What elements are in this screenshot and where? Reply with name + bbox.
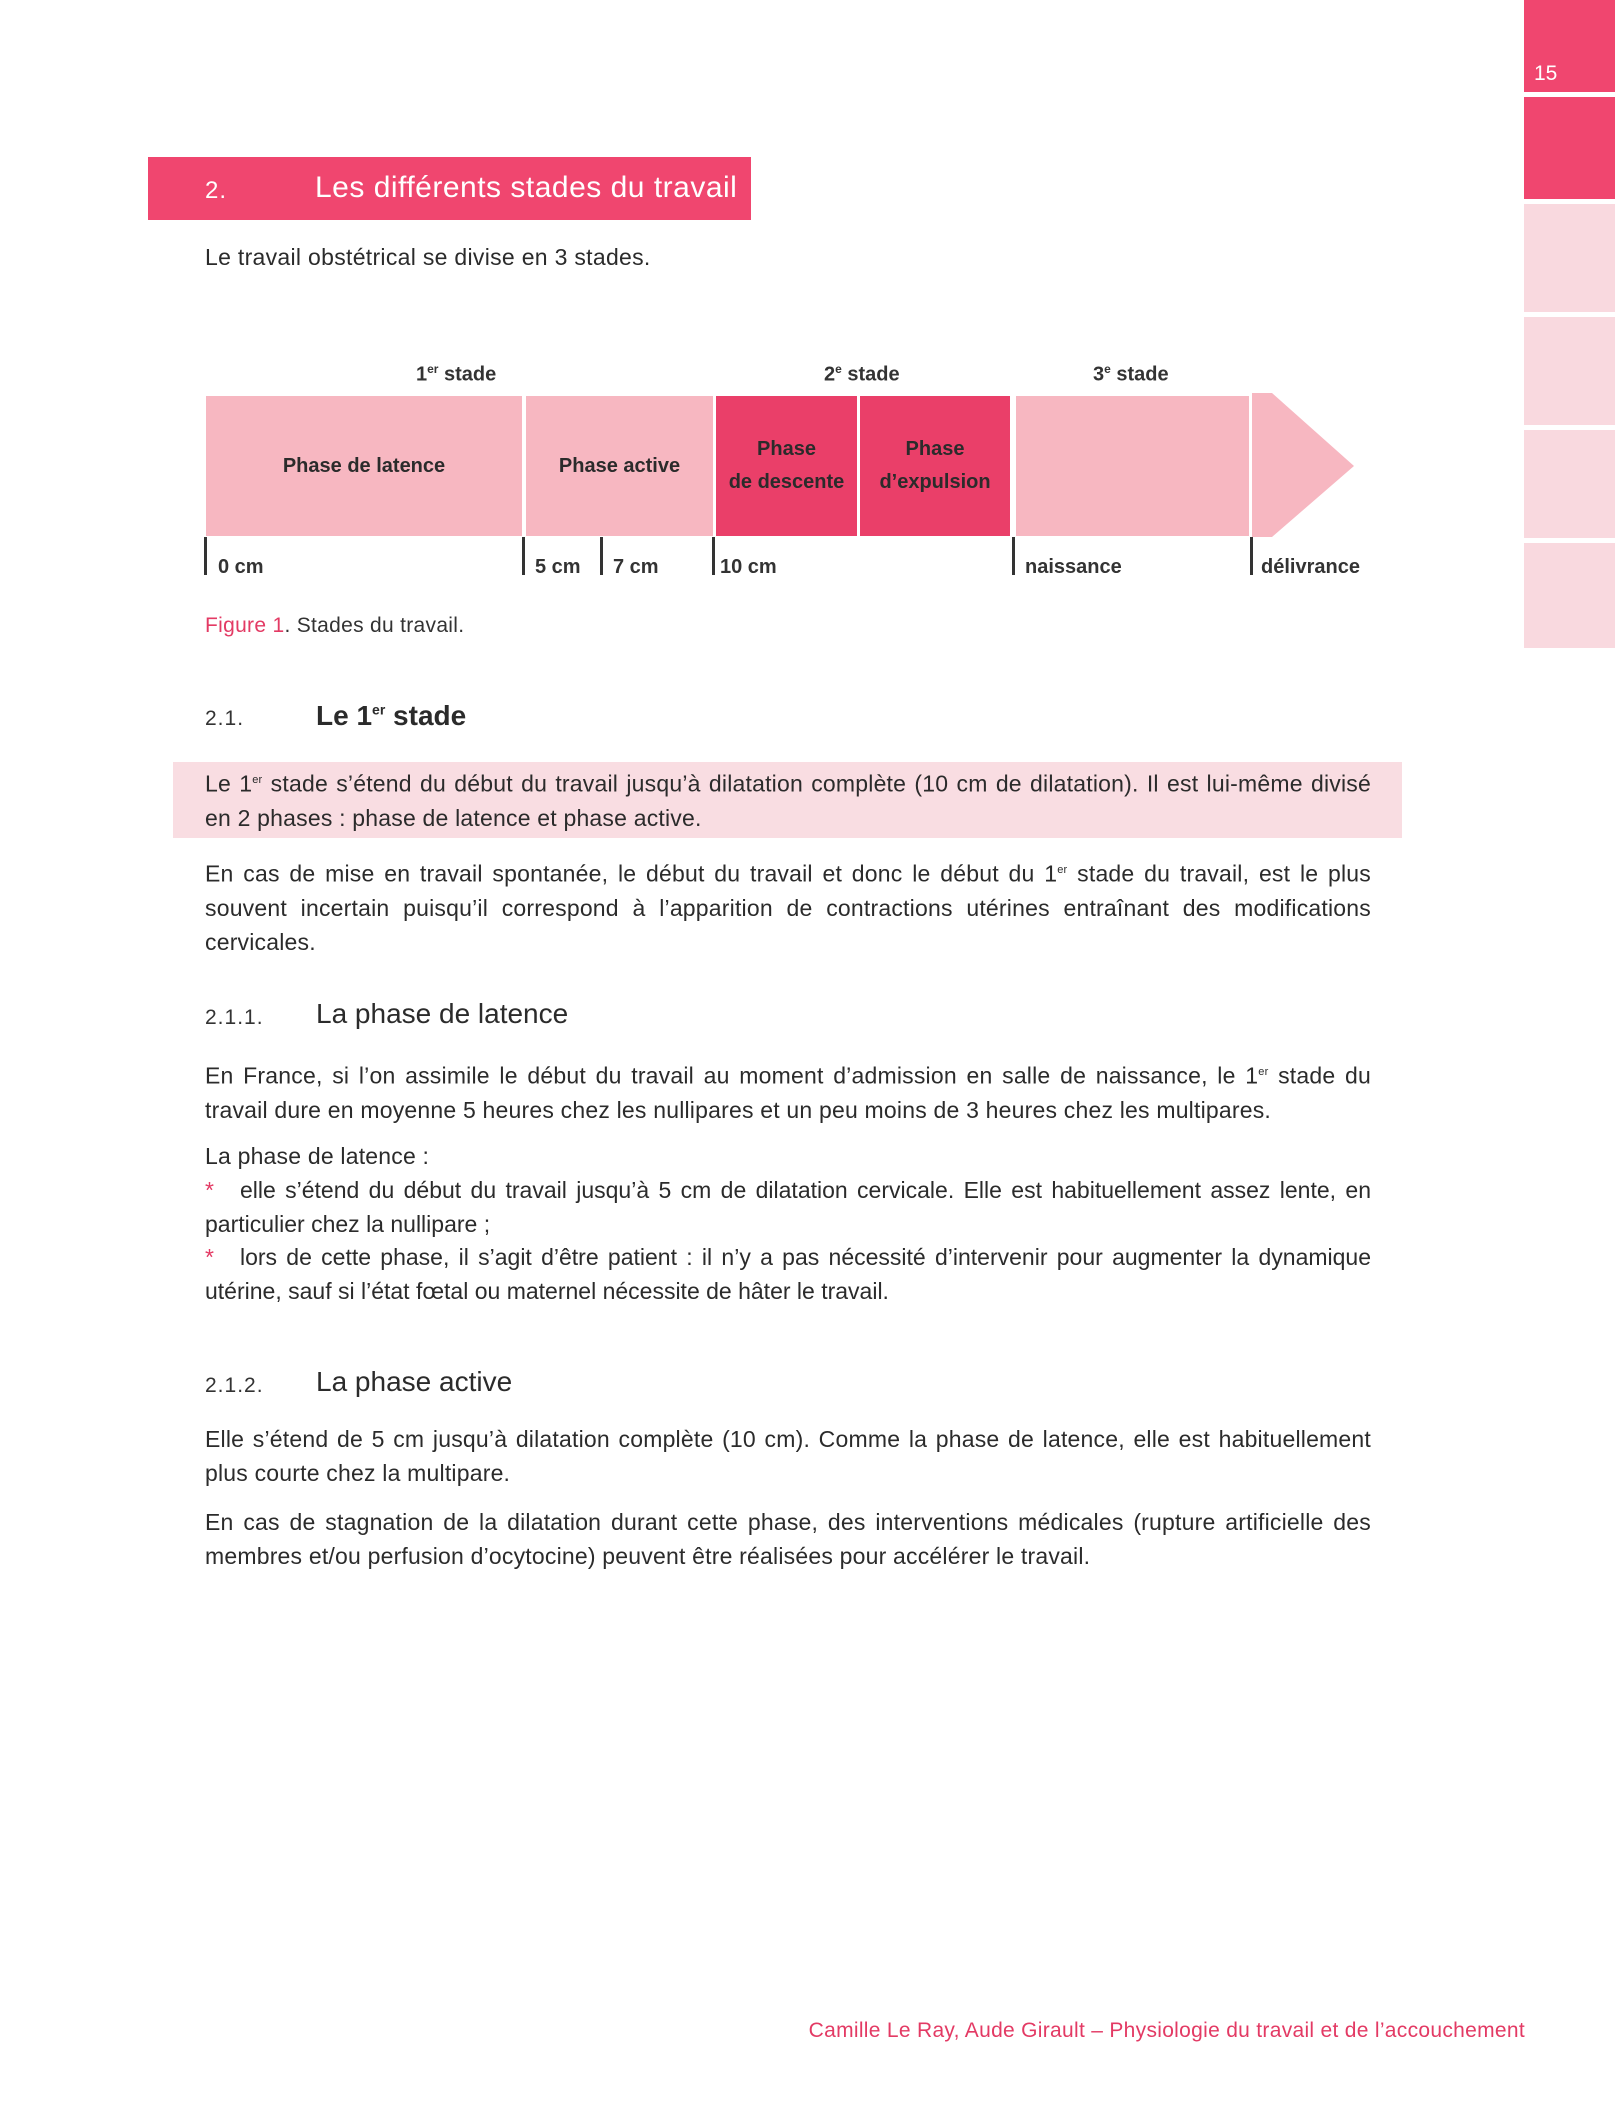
heading-number: 2.1.: [205, 707, 245, 730]
paragraph-1er-stade: En cas de mise en travail spontanée, le début du travail et donc le début du 1er stade du travail, est le plus souvent incertain puisqu’il correspond à l’apparition de contractions utérines entraînant des modifications cervicales.: [205, 860, 1371, 955]
figure-number: Figure 1: [205, 614, 285, 637]
block-label-line2: de descente: [728, 471, 845, 493]
list-item: [205, 1240, 1371, 1308]
tick-5cm: [522, 537, 525, 575]
intro-text: Le travail obstétrical se divise en 3 stades.: [205, 244, 651, 270]
block-phase-descente: [716, 396, 857, 536]
block-label-line2: d’expulsion: [879, 471, 991, 493]
tick-naissance: [1012, 537, 1015, 575]
block-label: Phase active: [558, 454, 681, 477]
block-phase-expulsion: [860, 396, 1010, 536]
stage-label-2: 2e stade: [824, 362, 900, 386]
tick-10cm: [712, 537, 715, 575]
list-item: [205, 1173, 1371, 1241]
chapter-tab: [1524, 97, 1615, 199]
tick-label: 10 cm: [720, 556, 777, 578]
tick-label: 5 cm: [535, 556, 581, 578]
page-footer: Camille Le Ray, Aude Girault – Physiologie du travail et de l’accouchement: [808, 2019, 1525, 2042]
stage-label-1: 1er stade: [416, 362, 497, 386]
heading-number: 2.1.2.: [205, 1374, 264, 1397]
tick-label: 0 cm: [218, 556, 264, 578]
paragraph-active-1: Elle s’étend de 5 cm jusqu’à dilatation complète (10 cm). Comme la phase de latence, elle est habituellement plus courte chez la multipare.: [205, 1426, 1371, 1486]
highlight-text: Le 1er stade s’étend du début du travail jusqu’à dilatation complète (10 cm de dilatation). Il est lui-même divisé en 2 phases : phase de latence et phase active.: [205, 770, 1371, 831]
tick-delivrance: [1250, 537, 1253, 575]
chapter-tab: [1524, 317, 1615, 425]
section-number: 2.: [205, 177, 228, 204]
stage-label-3: 3e stade: [1093, 362, 1169, 386]
heading-number: 2.1.1.: [205, 1006, 264, 1029]
block-third-stage: [1016, 396, 1249, 536]
list-item-text: lors de cette phase, il s’agit d’être patient : il n’y a pas nécessité d’intervenir pour augmenter la dynamique utérine, sauf si l’état fœtal ou maternel nécessite de hâter le travail.: [205, 1244, 1371, 1304]
chapter-tab: [1524, 204, 1615, 312]
third-stage-arrow: [1252, 393, 1356, 539]
chapter-tab: [1524, 430, 1615, 538]
block-phase-latence: [206, 396, 522, 536]
chapter-tab-current: [1524, 0, 1615, 92]
block-phase-active: [526, 396, 713, 536]
tick-0cm: [204, 537, 207, 575]
heading-title: Le 1er stade: [316, 700, 467, 731]
tick-label: délivrance: [1261, 556, 1360, 578]
tick-7cm: [600, 537, 603, 575]
list-intro: La phase de latence :: [205, 1143, 430, 1169]
asterisk-bullet-icon: *: [205, 1244, 214, 1270]
figure-caption-text: . Stades du travail.: [284, 614, 465, 637]
chapter-tab: [1524, 543, 1615, 648]
block-label-line1: Phase: [757, 438, 816, 460]
section-heading: [148, 157, 751, 220]
page-number: 15: [1534, 62, 1558, 85]
tick-label: naissance: [1025, 556, 1122, 578]
block-label-line1: Phase: [905, 438, 965, 460]
tick-label: 7 cm: [613, 556, 659, 578]
asterisk-bullet-icon: *: [205, 1177, 214, 1203]
list-item-text: elle s’étend du début du travail jusqu’à 5 cm de dilatation cervicale. Elle est habituellement assez lente, en particulier chez la nullipare ;: [205, 1177, 1371, 1237]
block-label: Phase de latence: [282, 454, 446, 477]
figure-caption: [205, 614, 464, 638]
heading-title: La phase de latence: [316, 998, 569, 1029]
section-title: Les différents stades du travail: [315, 171, 738, 204]
heading-title: La phase active: [316, 1366, 513, 1397]
paragraph-latence: En France, si l’on assimile le début du travail au moment d’admission en salle de naissance, le 1er stade du travail dure en moyenne 5 heures chez les nullipares et un peu moins de 3 heures chez les multipares.: [205, 1062, 1371, 1123]
paragraph-active-2: En cas de stagnation de la dilatation durant cette phase, des interventions médicales (rupture artificielle des membres et/ou perfusion d’ocytocine) peuvent être réalisées pour accélérer le travail.: [205, 1509, 1371, 1569]
